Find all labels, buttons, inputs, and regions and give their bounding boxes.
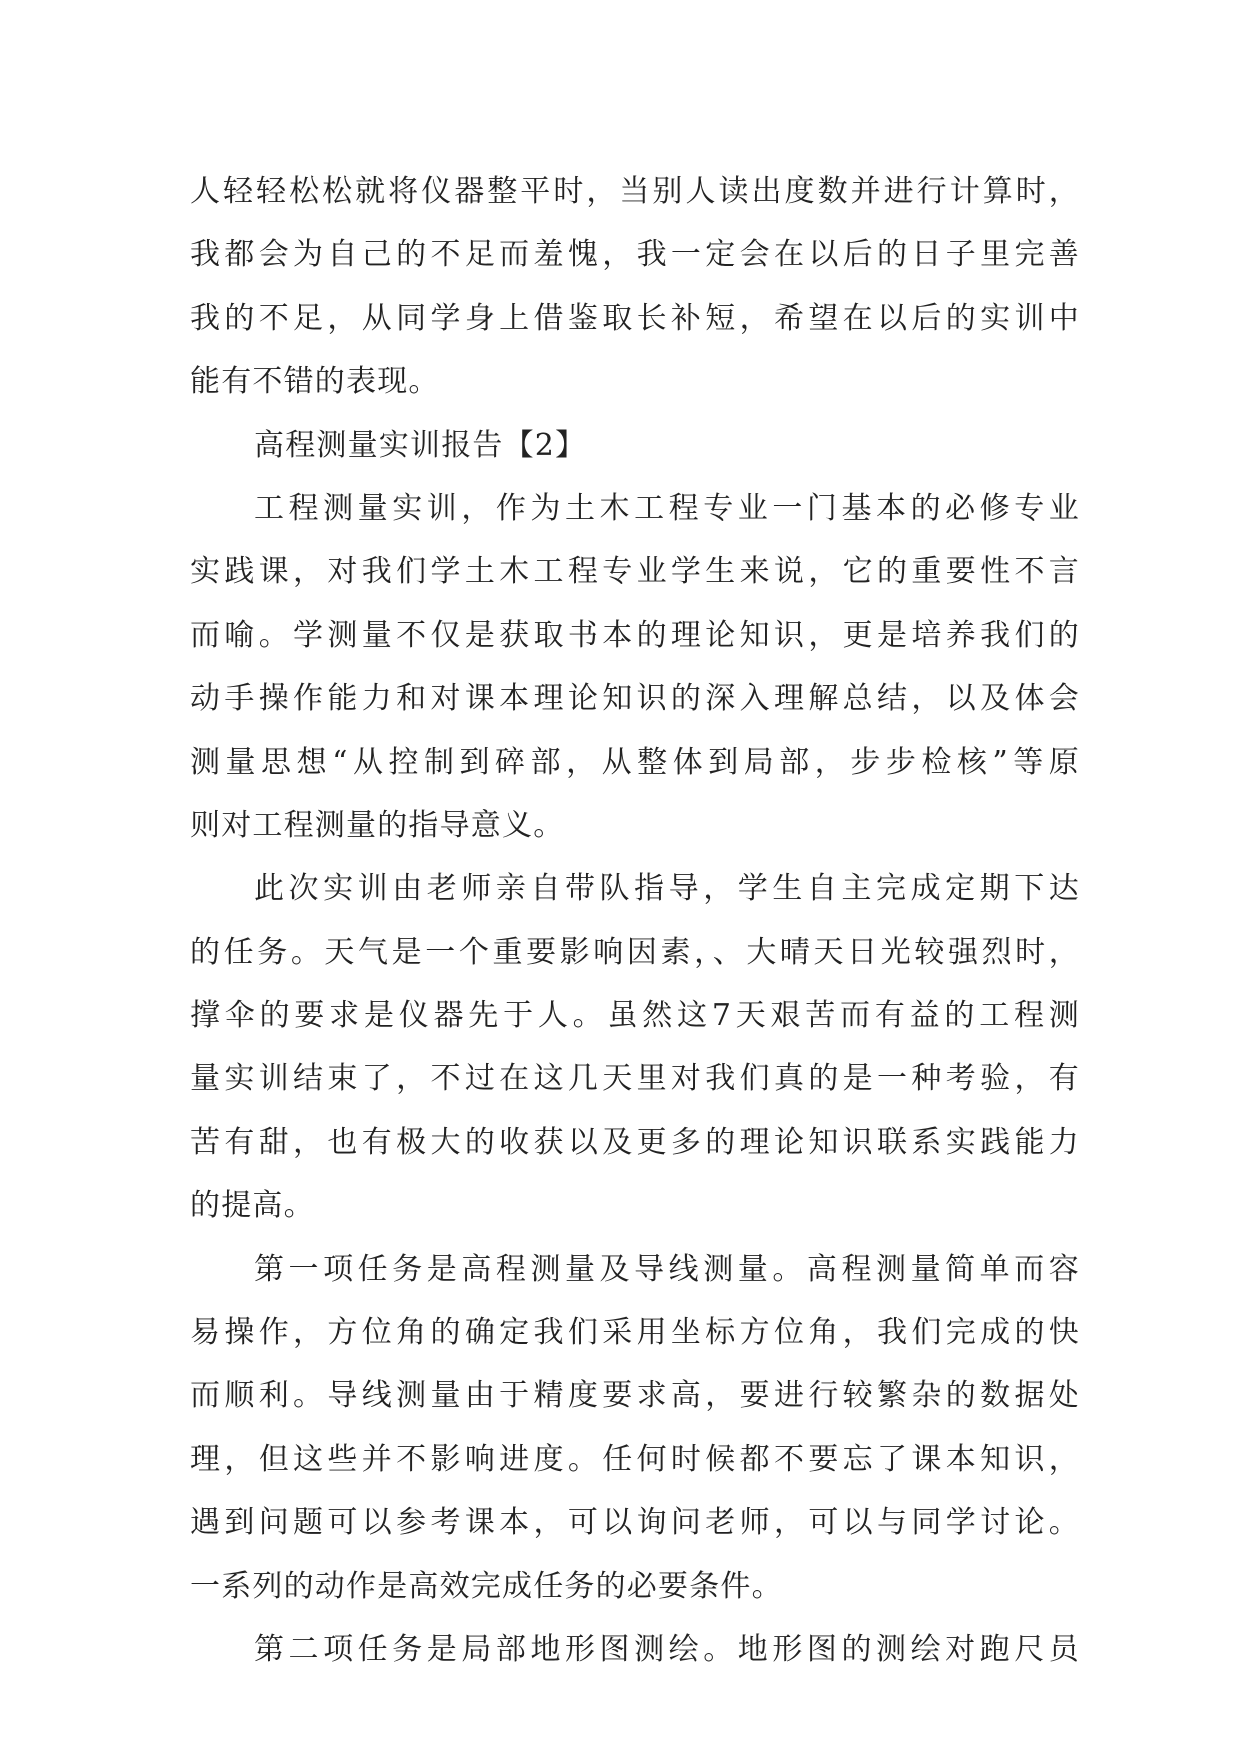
heading-line: 高程测量实训报告【2】 (254, 427, 587, 463)
text-line: 而喻。学测量不仅是获取书本的理论知识，更是培养我们的 (190, 617, 1080, 653)
paragraph (190, 1618, 1080, 1681)
text-line: 遇到问题可以参考课本，可以询问老师，可以与同学讨论。 (190, 1505, 1080, 1541)
text-line: 第一项任务是高程测量及导线测量。高程测量简单而容 (254, 1251, 1080, 1287)
text-line: 能有不错的表现。 (190, 364, 440, 400)
text-line: 的提高。 (190, 1188, 315, 1224)
text-line: 我的不足，从同学身上借鉴取长补短，希望在以后的实训中 (190, 300, 1080, 336)
section-heading (190, 414, 1080, 477)
paragraph (190, 1238, 1080, 1618)
text-line: 理，但这些并不影响进度。任何时候都不要忘了课本知识， (190, 1441, 1080, 1477)
text-line: 一系列的动作是高效完成任务的必要条件。 (190, 1568, 783, 1604)
text-line: 的任务。天气是一个重要影响因素，、大晴天日光较强烈时， (190, 934, 1080, 970)
text-line: 易操作，方位角的确定我们采用坐标方位角，我们完成的快 (190, 1315, 1080, 1351)
paragraph (190, 160, 1080, 414)
text-line: 撑伞的要求是仪器先于人。虽然这7天艰苦而有益的工程测 (190, 998, 1080, 1034)
document-body (190, 160, 1080, 1681)
text-line: 而顺利。导线测量由于精度要求高，要进行较繁杂的数据处 (190, 1378, 1080, 1414)
text-line: 则对工程测量的指导意义。 (190, 807, 565, 843)
text-line: 动手操作能力和对课本理论知识的深入理解总结，以及体会 (190, 681, 1080, 717)
paragraph (190, 857, 1080, 1237)
text-line: 第二项任务是局部地形图测绘。地形图的测绘对跑尺员 (254, 1631, 1080, 1667)
text-line: 量实训结束了，不过在这几天里对我们真的是一种考验，有 (190, 1061, 1080, 1097)
text-line: 苦有甜，也有极大的收获以及更多的理论知识联系实践能力 (190, 1124, 1080, 1160)
text-line: 工程测量实训，作为土木工程专业一门基本的必修专业 (254, 490, 1080, 526)
paragraph (190, 477, 1080, 857)
text-line: 实践课，对我们学土木工程专业学生来说，它的重要性不言 (190, 554, 1080, 590)
text-line: 测量思想“从控制到碎部，从整体到局部，步步检核”等原 (190, 744, 1080, 780)
text-line: 此次实训由老师亲自带队指导，学生自主完成定期下达 (254, 871, 1080, 907)
text-line: 我都会为自己的不足而羞愧，我一定会在以后的日子里完善 (190, 237, 1080, 273)
text-line: 人轻轻松松就将仪器整平时，当别人读出度数并进行计算时， (190, 174, 1080, 209)
